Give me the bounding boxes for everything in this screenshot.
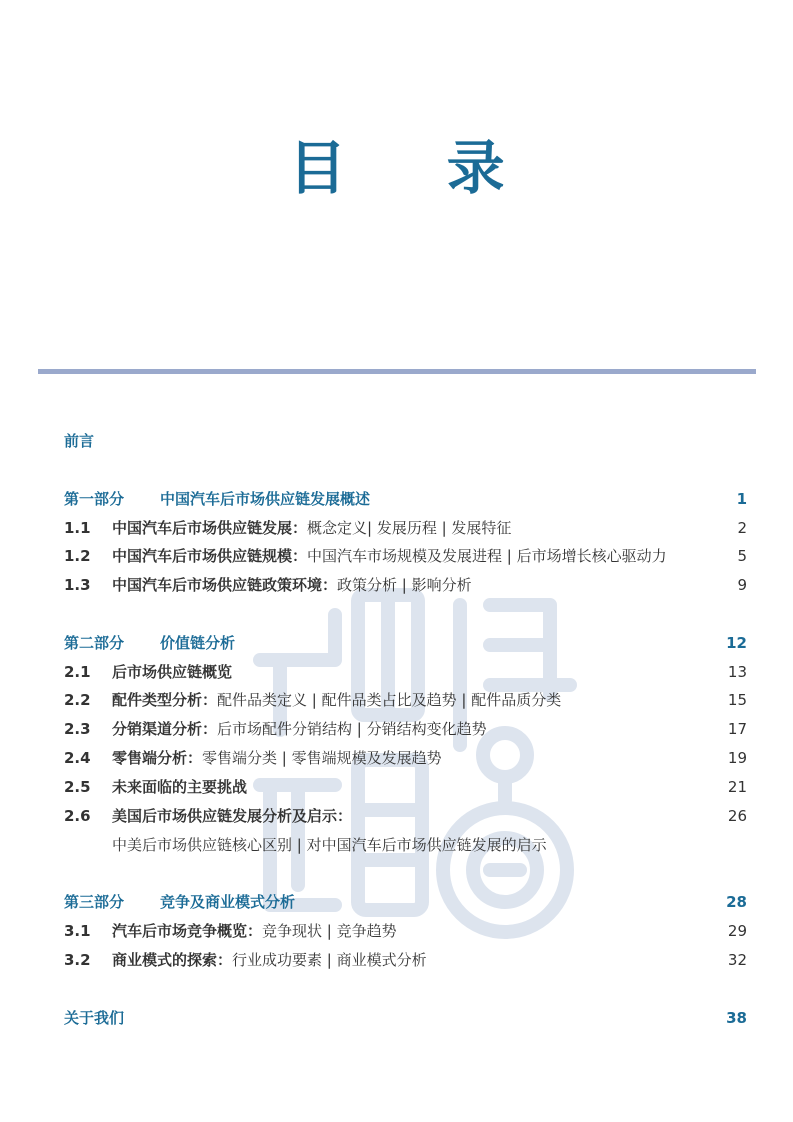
item-number: 3.2 [64, 951, 91, 969]
item-label [112, 718, 487, 740]
part-number: 第一部分 [64, 490, 125, 508]
part-title: 中国汽车后市场供应链发展概述 [160, 490, 371, 508]
page-number: 26 [727, 807, 747, 825]
page-number: 2 [737, 519, 747, 537]
page-number: 28 [726, 893, 747, 911]
item-number: 2.1 [64, 663, 91, 681]
toc-item-2-6[interactable] [64, 805, 747, 827]
item-heading: 后市场供应链概览 [112, 663, 233, 681]
item-label [112, 574, 472, 596]
item-heading: 零售端分析： [112, 749, 203, 767]
item-subtopics: 配件品类定义 | 配件品类占比及趋势 | 配件品质分类 [217, 691, 562, 709]
item-heading: 中国汽车后市场供应链规模： [112, 547, 308, 565]
page-number: 19 [727, 749, 747, 767]
toc-item-2-3[interactable] [64, 718, 747, 740]
item-number: 2.5 [64, 778, 91, 796]
item-label [112, 949, 427, 971]
item-heading: 美国后市场供应链发展分析及启示： [112, 807, 353, 825]
part-title: 价值链分析 [160, 634, 236, 652]
toc-item-2-2[interactable] [64, 689, 747, 711]
item-number: 1.1 [64, 519, 91, 537]
item-number: 2.3 [64, 720, 91, 738]
item-heading: 商业模式的探索： [112, 951, 233, 969]
toc-item-2-1[interactable] [64, 661, 747, 683]
item-label [112, 747, 442, 769]
page-number: 5 [737, 547, 747, 565]
page-number: 21 [727, 778, 747, 796]
item-subtopics: 中美后市场供应链核心区别 | 对中国汽车后市场供应链发展的启示 [112, 836, 547, 854]
part-title: 竞争及商业模式分析 [160, 893, 296, 911]
page-number: 1 [736, 490, 747, 508]
item-number: 2.2 [64, 691, 91, 709]
page-number: 17 [727, 720, 747, 738]
toc-part-1[interactable] [64, 488, 747, 510]
about-label: 关于我们 [64, 1009, 125, 1027]
part-number: 第三部分 [64, 893, 125, 911]
item-subtopics: 行业成功要素 | 商业模式分析 [232, 951, 427, 969]
item-subtopics: 概念定义| 发展历程 | 发展特征 [307, 519, 512, 537]
item-label [112, 689, 561, 711]
item-label [112, 834, 547, 856]
toc-part-2[interactable] [64, 632, 747, 654]
page-number: 32 [727, 951, 747, 969]
item-heading: 分销渠道分析： [112, 720, 218, 738]
toc-item-2-6-continuation[interactable] [64, 834, 747, 856]
item-heading: 未来面临的主要挑战 [112, 778, 248, 796]
toc-item-1-2[interactable] [64, 545, 747, 567]
item-number: 3.1 [64, 922, 91, 940]
item-subtopics: 政策分析 | 影响分析 [337, 576, 472, 594]
item-number: 1.3 [64, 576, 91, 594]
page-title: 目 录 [288, 134, 545, 202]
page-number: 12 [726, 634, 747, 652]
toc-preface[interactable] [64, 430, 747, 452]
item-subtopics: 后市场配件分销结构 | 分销结构变化趋势 [217, 720, 487, 738]
item-label [112, 517, 511, 539]
item-heading: 配件类型分析： [112, 691, 218, 709]
item-label [112, 920, 397, 942]
toc-preface-label: 前言 [64, 432, 95, 450]
toc-item-2-5[interactable] [64, 776, 747, 798]
item-number: 2.6 [64, 807, 91, 825]
toc-part-3[interactable] [64, 891, 747, 913]
page-number: 15 [727, 691, 747, 709]
page-number: 9 [737, 576, 747, 594]
toc-item-1-1[interactable] [64, 517, 747, 539]
page-number: 29 [727, 922, 747, 940]
item-subtopics: 零售端分类 | 零售端规模及发展趋势 [202, 749, 442, 767]
item-label [112, 776, 247, 798]
item-subtopics: 中国汽车市场规模及发展进程 | 后市场增长核心驱动力 [307, 547, 667, 565]
item-heading: 汽车后市场竞争概览： [112, 922, 263, 940]
toc-about[interactable] [64, 1007, 747, 1029]
item-label [112, 545, 667, 567]
toc-item-2-4[interactable] [64, 747, 747, 769]
item-number: 1.2 [64, 547, 91, 565]
page-number: 38 [726, 1009, 747, 1027]
part-number: 第二部分 [64, 634, 125, 652]
item-label [112, 661, 232, 683]
toc-item-3-2[interactable] [64, 949, 747, 971]
item-subtopics: 竞争现状 | 竞争趋势 [262, 922, 397, 940]
item-number: 2.4 [64, 749, 91, 767]
item-label [112, 805, 352, 827]
item-heading: 中国汽车后市场供应链发展： [112, 519, 308, 537]
item-heading: 中国汽车后市场供应链政策环境： [112, 576, 338, 594]
page-number: 13 [727, 663, 747, 681]
toc-item-1-3[interactable] [64, 574, 747, 596]
toc-item-3-1[interactable] [64, 920, 747, 942]
